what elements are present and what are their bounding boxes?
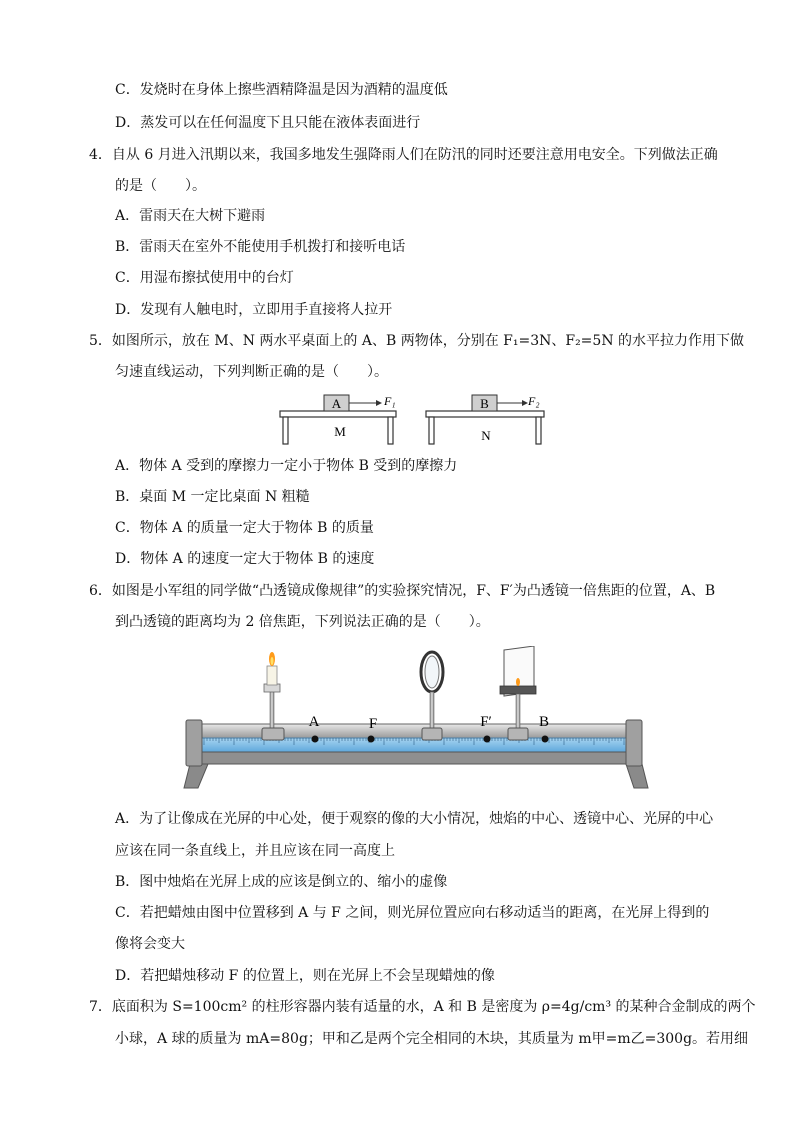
- table-m-label: M: [334, 424, 346, 439]
- block-a: [324, 395, 349, 411]
- q5-option-b: B．桌面 M 一定比桌面 N 粗糙: [115, 489, 310, 505]
- q4-option-b: B．雷雨天在室外不能使用手机拨打和接听电话: [115, 239, 406, 255]
- force-a-label: F₁: [384, 394, 396, 408]
- q5-figure: [276, 392, 546, 448]
- q6-option-c-line1: C．若把蜡烛由图中位置移到 A 与 F 之间，则光屏位置应向右移动适当的距离，在光屏上得到的: [115, 905, 710, 921]
- q4-option-a: A．雷雨天在大树下避雨: [115, 208, 266, 224]
- q7-stem-line1: 7．底面积为 S=100cm² 的柱形容器内装有适量的水，A 和 B 是密度为 ρ=4g/cm³ 的某种合金制成的两个: [89, 999, 756, 1015]
- q3-option-c: C．发烧时在身体上擦些酒精降温是因为酒精的温度低: [115, 82, 448, 98]
- rail-end-right: [626, 720, 642, 766]
- q6-stem-line1: 6．如图是小军组的同学做“凸透镜成像规律”的实验探究情况，F、F′为凸透镜一倍焦距的位置，A、B: [89, 583, 716, 599]
- q5-option-c: C．物体 A 的质量一定大于物体 B 的质量: [115, 520, 374, 536]
- table-n-label: N: [481, 428, 491, 443]
- optical-rail: [190, 724, 638, 764]
- force-b-label: F₂: [528, 394, 540, 408]
- table-n: [426, 411, 544, 444]
- q5-option-a: A．物体 A 受到的摩擦力一定小于物体 B 受到的摩擦力: [115, 458, 458, 474]
- q5-option-d: D．物体 A 的速度一定大于物体 B 的速度: [115, 551, 375, 567]
- block-b: [472, 395, 497, 411]
- q6-option-c-line2: 像将会变大: [115, 936, 185, 952]
- q6-option-a-line2: 应该在同一条直线上，并且应该在同一高度上: [115, 843, 395, 859]
- q6-figure: [182, 646, 652, 794]
- q6-option-b: B．图中烛焰在光屏上成的应该是倒立的、缩小的虚像: [115, 874, 448, 890]
- block-b-label: B: [480, 396, 489, 411]
- bench-right-leg: [626, 764, 648, 788]
- q4-option-c: C．用湿布擦拭使用中的台灯: [115, 270, 294, 286]
- point-f-label: F: [368, 716, 378, 732]
- q6-stem-line2: 到凸透镜的距离均为 2 倍焦距，下列说法正确的是（ ）。: [115, 614, 490, 630]
- candle: [267, 652, 277, 685]
- point-a-label: A: [308, 714, 320, 730]
- q3-option-d: D．蒸发可以在任何温度下且只能在液体表面进行: [115, 115, 421, 131]
- block-a-label: A: [331, 396, 342, 411]
- point-b-label: B: [538, 714, 550, 730]
- q6-option-a-line1: A．为了让像成在光屏的中心处，便于观察的像的大小情况，烛焰的中心、透镜中心、光屏的中心: [115, 811, 714, 827]
- q5-stem-line1: 5．如图所示，放在 M、N 两水平桌面上的 A、B 两物体，分别在 F₁=3N、F₂=5N 的水平拉力作用下做: [89, 333, 745, 349]
- q5-stem-line2: 匀速直线运动，下列判断正确的是（ ）。: [115, 364, 388, 380]
- bench-left-leg: [184, 764, 208, 788]
- rail-end-left: [186, 720, 202, 766]
- force-arrow-a: [349, 394, 396, 408]
- table-m: [280, 411, 396, 444]
- q6-option-d: D．若把蜡烛移动 F 的位置上，则在光屏上不会呈现蜡烛的像: [115, 968, 495, 984]
- force-arrow-b: [497, 394, 540, 408]
- q7-stem-line2: 小球，A 球的质量为 mA=80g；甲和乙是两个完全相同的木块，其质量为 m甲=m乙=300g。若用细: [115, 1031, 749, 1047]
- q4-option-d: D．发现有人触电时，立即用手直接将人拉开: [115, 302, 393, 318]
- q4-stem-line1: 4．自从 6 月进入汛期以来，我国多地发生强降雨人们在防汛的同时还要注意用电安全。下列做法正确: [89, 147, 718, 163]
- point-f-prime-label: F′: [480, 714, 492, 730]
- q4-stem-line2: 的是（ ）。: [115, 178, 206, 194]
- candle-holder: [262, 684, 284, 740]
